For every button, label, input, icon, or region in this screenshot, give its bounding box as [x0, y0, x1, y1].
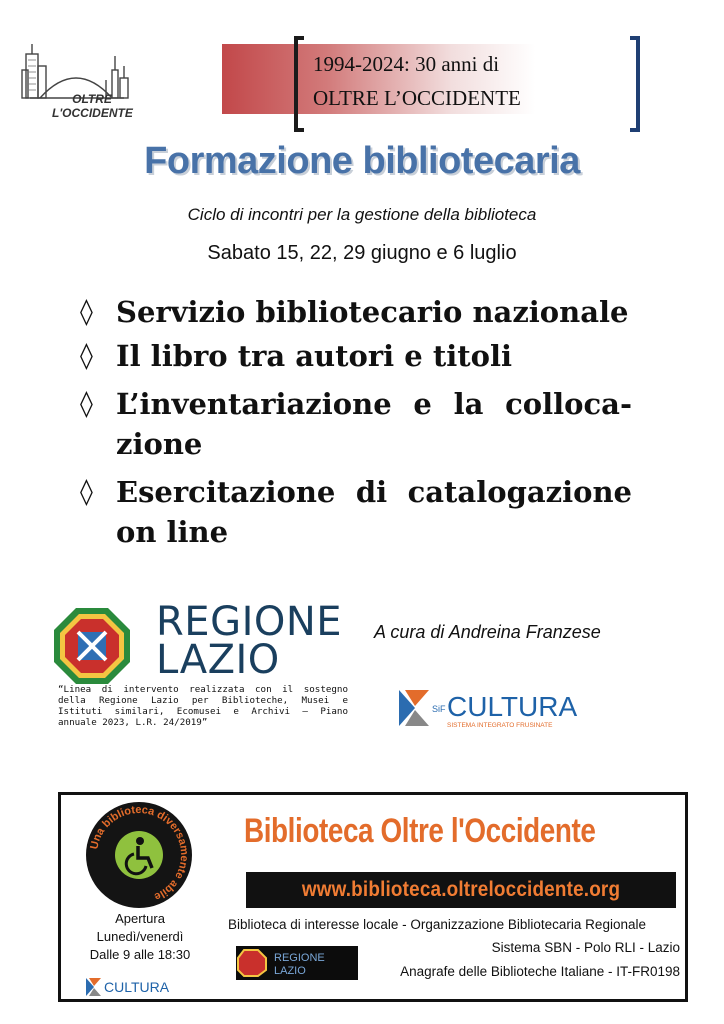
dates: Sabato 15, 22, 29 giugno e 6 luglio	[207, 242, 517, 264]
accessibility-disk-icon	[84, 800, 194, 910]
topic-text: Servizio bibliotecario nazionale	[116, 295, 629, 329]
cultura-small-name: CULTURA	[104, 979, 170, 995]
logo-text-line2: L'OCCIDENTE	[52, 106, 133, 120]
cultura-tagline: SISTEMA INTEGRATO FRUSINATE	[447, 722, 553, 729]
page-title: Formazione bibliotecaria	[144, 140, 580, 182]
logo-text	[52, 92, 132, 120]
opening-hours	[70, 910, 210, 964]
logo-text-line1: OLTRE	[72, 92, 112, 106]
bracket-right	[630, 36, 640, 132]
regione-lazio-emblem-icon	[52, 606, 132, 686]
small-region-line1: REGIONE	[274, 952, 325, 964]
cultura-logo	[399, 686, 579, 730]
region-line2: LAZIO	[156, 637, 280, 683]
regione-lazio-small-logo	[236, 946, 358, 980]
hours-line: Lunedì/venerdì	[96, 929, 184, 944]
region-line1: REGIONE	[156, 599, 343, 645]
cultura-name: CULTURA	[447, 691, 578, 722]
hours-line: Apertura	[115, 911, 165, 926]
banner-line1: 1994-2024: 30 anni di	[313, 52, 500, 76]
library-url[interactable]: www.biblioteca.oltreloccidente.org	[301, 878, 621, 901]
diamond-bullet-icon: ◊	[80, 477, 93, 507]
library-info-line: Sistema SBN - Polo RLI - Lazio	[491, 940, 680, 955]
regione-lazio-name	[156, 599, 343, 683]
hours-line: Dalle 9 alle 18:30	[89, 947, 191, 962]
library-info-line: Anagrafe delle Biblioteche Italiane - IT-FR0198	[400, 964, 680, 979]
cultura-small-logo	[86, 976, 190, 998]
diamond-bullet-icon: ◊	[80, 297, 93, 327]
bracket-left	[294, 36, 304, 132]
disk-text: Una biblioteca diversamente abile	[88, 803, 191, 903]
subtitle: Ciclo di incontri per la gestione della biblioteca	[187, 205, 537, 224]
library-title: Biblioteca Oltre l'Occidente	[244, 812, 596, 850]
banner-line2: OLTRE L’OCCIDENTE	[313, 86, 521, 110]
topic-text: Esercitazione di catalogazione on line	[116, 475, 632, 549]
cultura-mark: SiF	[432, 704, 446, 714]
topic-text: L’inventariazione e la colloca-zione	[116, 387, 632, 461]
diamond-bullet-icon: ◊	[80, 389, 93, 419]
small-region-line2: LAZIO	[274, 965, 306, 977]
curator: A cura di Andreina Franzese	[374, 622, 601, 642]
diamond-bullet-icon: ◊	[80, 341, 93, 371]
funding-note: “Linea di intervento realizzata con il sostegno della Regione Lazio per Biblioteche, Musei e Istituti similari, Ecomusei e Archivi – Piano annuale 2023, L.R. 24/2019”	[58, 684, 348, 728]
topic-text: Il libro tra autori e titoli	[116, 339, 513, 373]
library-info-line: Biblioteca di interesse locale - Organizzazione Bibliotecaria Regionale	[228, 917, 646, 932]
